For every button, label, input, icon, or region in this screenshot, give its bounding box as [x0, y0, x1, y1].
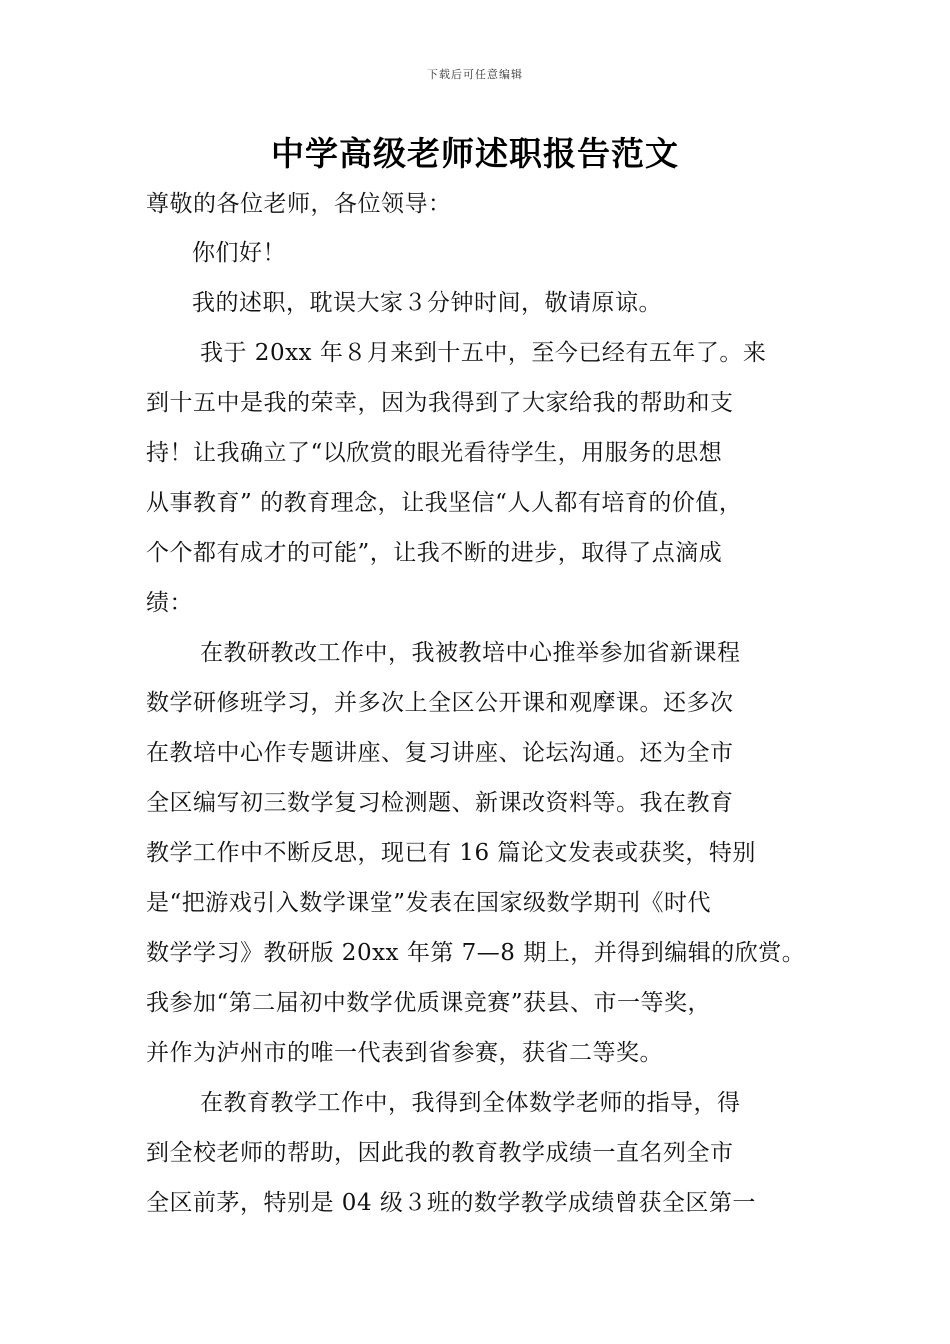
- paragraph-line: 数学学习》教研版 20xx 年第 7—8 期上，并得到编辑的欣赏。: [146, 940, 806, 966]
- salutation-line: 尊敬的各位老师，各位领导：: [146, 191, 452, 217]
- paragraph-line: 在教培中心作专题讲座、复习讲座、论坛沟通。还为全市: [146, 740, 734, 766]
- paragraph-line: 是“把游戏引入数学课堂”发表在国家级数学期刊《时代: [146, 890, 712, 916]
- paragraph-line: 持！让我确立了“以欣赏的眼光看待学生，用服务的思想: [146, 440, 723, 466]
- paragraph-line: 全区前茅，特别是 04 级３班的数学教学成绩曾获全区第一: [146, 1190, 756, 1216]
- paragraph-line: 绩：: [146, 590, 193, 616]
- paragraph-line: 在教育教学工作中，我得到全体数学老师的指导，得: [200, 1090, 741, 1116]
- paragraph-line: 我的述职，耽误大家３分钟时间，敬请原谅。: [192, 290, 662, 316]
- document-body: [146, 180, 836, 1228]
- paragraph-line: 数学研修班学习，并多次上全区公开课和观摩课。还多次: [146, 690, 734, 716]
- paragraph-line: 到十五中是我的荣幸，因为我得到了大家给我的帮助和支: [146, 390, 734, 416]
- paragraph-line: 教学工作中不断反思，现已有 16 篇论文发表或获奖，特别: [146, 840, 756, 866]
- paragraph-line: 在教研教改工作中，我被教培中心推举参加省新课程: [200, 640, 741, 666]
- greeting-line: 你们好！: [192, 240, 286, 266]
- paragraph-line: 我参加“第二届初中数学优质课竞赛”获县、市一等奖，: [146, 990, 712, 1016]
- paragraph-line: 从事教育” 的教育理念，让我坚信“人人都有培育的价值，: [146, 490, 743, 516]
- paragraph-line: 个个都有成才的可能”，让我不断的进步，取得了点滴成: [146, 540, 723, 566]
- document-title: 中学高级老师述职报告范文: [271, 134, 679, 173]
- paragraph-line: 并作为泸州市的唯一代表到省参赛，获省二等奖。: [146, 1040, 663, 1066]
- paragraph-line: 到全校老师的帮助，因此我的教育教学成绩一直名列全市: [146, 1140, 734, 1166]
- page-header-note: 下载后可任意编辑: [427, 68, 523, 81]
- paragraph-line: 我于 20xx 年８月来到十五中，至今已经有五年了。来: [200, 340, 767, 366]
- paragraph-line: 全区编写初三数学复习检测题、新课改资料等。我在教育: [146, 790, 734, 816]
